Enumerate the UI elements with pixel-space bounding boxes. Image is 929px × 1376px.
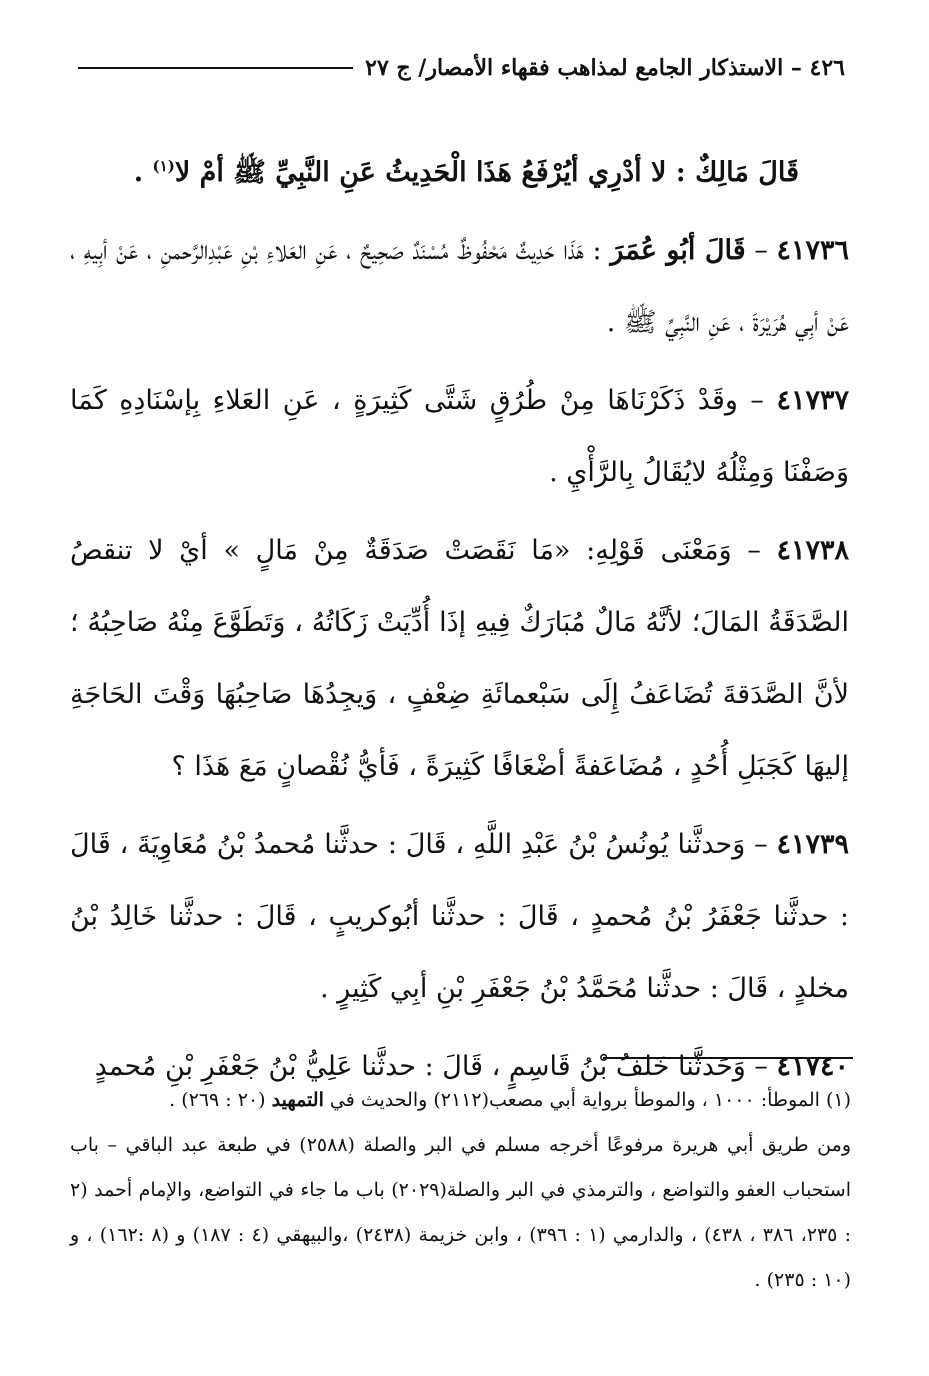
paragraph-text: وقَدْ ذَكَرْنَاهَا مِنْ طُرُقٍ شَتَّى كَثِيرَةٍ ، عَنِ العَلاءِ بِإسْنَادِهِ كَمَا وَصَفْنَا وَمِثْلُهُ لايُقَالُ بِالرَّأْيِ . <box>70 385 849 488</box>
header-title: ٤٢٦ – الاستذكار الجامع لمذاهب فقهاء الأمصار/ ج ٢٧ <box>365 55 845 81</box>
paragraph-41737 <box>70 365 849 509</box>
paragraph-dash: – <box>731 535 777 566</box>
footnote-reference[interactable]: (١) <box>152 157 175 175</box>
header-rule <box>78 67 353 69</box>
footnotes <box>70 1078 851 1303</box>
paragraph-text: : هَذَا حَدِيثٌ مَحْفُوظٌ مُسْنَدٌ صَحِيحٌ ، عَنِ العَلاءِ بْنِ عَبْدِالرَّحمنِ ، عَنْ أبِيهِ ، عَنْ أبِي هُرَيْرَةَ ، عَنِ النَّبِيِّ ﷺ . <box>70 235 849 338</box>
paragraph-dash: – <box>745 1051 777 1082</box>
footnote-1 <box>70 1078 851 1123</box>
running-header <box>78 48 845 88</box>
paragraph-text: وَحَدثَّنا خَلفُ بْنُ قَاسِمٍ ، قَالَ : حدثَّنا عَلِيُّ بْنُ جَعْفَرِ بْنِ مُحمدٍ <box>94 1051 746 1082</box>
intro-paragraph <box>70 130 849 209</box>
paragraph-text: وَحدثَّنا يُونُسُ بْنُ عَبْدِ اللَّهِ ، قَالَ : حدثَّنا مُحمدُ بْنُ مُعَاوِيَةَ ، قَالَ : حدثَّنا جَعْفَرُ بْنُ مُحمدٍ ، قَالَ : حدثَّنا أبُوكريبٍ ، قَالَ : حدثَّنا خَالِدُ بْنُ مخلدٍ ، قَالَ : حدثَّنا مُحَمَّدُ بْنُ جَعْفَرِ بْنِ أبِي كَثِيرٍ . <box>70 829 849 1004</box>
paragraph-41736 <box>70 215 849 359</box>
footnote-after: (٢٠ : ٢٦٩) . <box>169 1089 272 1111</box>
footnote-text: ومن طريق أبي هريرة مرفوعًا أخرجه مسلم في البر والصلة (٢٥٨٨) في طبعة عبد الباقي – باب استحباب العفو والتواضع ، والترمذي في البر والصلة(٢٠٢٩) باب ما جاء في التواضع، والإمام أحمد (٢ : ٢٣٥، ٣٨٦ ، ٤٣٨) ، والدارمي (١ : ٣٩٦) ، وابن خزيمة (٢٤٣٨) ،والبيهقي (٤ : ١٨٧) و (٨ :١٦٢) ، و (١٠ : ٢٣٥) . <box>70 1134 852 1291</box>
paragraph-number: ٤١٧٣٦ <box>776 235 850 266</box>
intro-text: قَالَ مَالِكٌ : لا أدْرِي أيُرْفَعُ هَذَا الْحَدِيثُ عَنِ النَّبِيِّ ﷺ أمْ لا <box>174 157 799 188</box>
paragraph-number: ٤١٧٤٠ <box>776 1051 849 1082</box>
paragraph-dash: – <box>745 829 777 860</box>
main-text <box>70 130 849 1109</box>
paragraph-dash: – <box>737 385 777 416</box>
paragraph-number: ٤١٧٣٧ <box>776 385 849 416</box>
paragraph-dash: – <box>745 235 777 266</box>
paragraph-number: ٤١٧٣٨ <box>776 535 850 566</box>
intro-end: . <box>133 157 153 188</box>
paragraph-41739 <box>70 809 849 1025</box>
footnote-1-continued <box>70 1123 851 1303</box>
footnote-text: (١) الموطأ: ١٠٠٠ ، والموطأ برواية أبي مصعب(٢١١٢) والحديث في <box>323 1089 851 1111</box>
paragraph-41738 <box>70 515 849 803</box>
paragraph-lead: قَالَ أبُو عُمَرَ <box>610 235 746 266</box>
footnote-bold-title: التمهيد <box>271 1089 324 1111</box>
footnote-separator <box>603 1057 853 1059</box>
paragraph-text: وَمَعْنَى قَوْلِهِ: «مَا نَقَصَتْ صَدَقَةٌ مِنْ مَالٍ » أيْ لا تنقصُ الصَّدَقَةُ المَالَ؛ لأنَّهُ مَالٌ مُبَارَكٌ فِيهِ إذَا أُدِّيَتْ زَكَاتُهُ ، وَتَطَوَّعَ مِنْهُ صَاحِبُهُ ؛ لأنَّ الصَّدَقةَ تُضَاعَفُ إِلَى سَبْعمائَةِ ضِعْفٍ ، وَيجِدُهَا صَاحِبُهَا وَقْتَ الحَاجَةِ إليهَا كَجَبَلِ أُحُدٍ ، مُضَاعَفةً أضْعَافًا كَثِيرَةً ، فَأيُّ نُقْصانٍ مَعَ هَذَا ؟ <box>70 535 849 782</box>
paragraph-number: ٤١٧٣٩ <box>776 829 849 860</box>
